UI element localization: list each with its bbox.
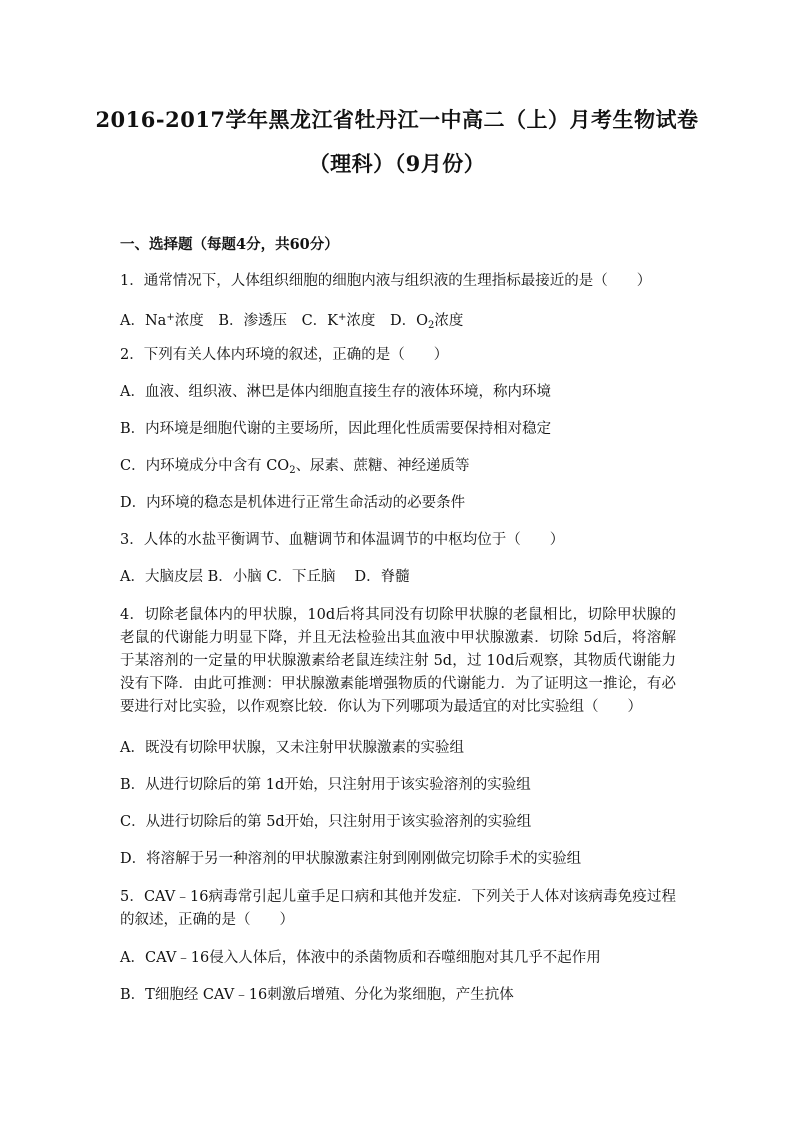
question-2-option-b: B．内环境是细胞代谢的主要场所，因此理化性质需要保持相对稳定	[120, 421, 552, 437]
question-5-option-a: A．CAV﹣16侵入人体后，体液中的杀菌物质和吞噬细胞对其几乎不起作用	[120, 950, 601, 966]
question-5-option-b: B．T细胞经 CAV﹣16刺激后增殖、分化为浆细胞，产生抗体	[120, 987, 514, 1003]
option-a: A．Na+浓度	[120, 312, 204, 329]
question-4-option-c: C．从进行切除后的第 5d开始，只注射用于该实验溶剂的实验组	[120, 814, 532, 830]
question-3-options: A．大脑皮层 B．小脑 C．下丘脑 D．脊髓	[120, 569, 410, 585]
question-4-option-b: B．从进行切除后的第 1d开始，只注射用于该实验溶剂的实验组	[120, 777, 531, 793]
question-5-stem: 5．CAV﹣16病毒常引起儿童手足口病和其他并发症．下列关于人体对该病毒免疫过程的叙述，正确的是（ ）	[120, 889, 676, 928]
question-4-option-d: D．将溶解于另一种溶剂的甲状腺激素注射到刚刚做完切除手术的实验组	[120, 851, 582, 867]
option-b: B．渗透压	[218, 313, 287, 329]
page-title: 2016-2017学年黑龙江省牡丹江一中高二（上）月考生物试卷	[95, 107, 699, 132]
question-1-stem: 1．通常情况下，人体组织细胞的细胞内液与组织液的生理指标最接近的是（ ）	[120, 273, 652, 289]
page-subtitle: （理科）（9月份）	[308, 151, 486, 176]
question-2-option-a: A．血液、组织液、淋巴是体内细胞直接生存的液体环境，称内环境	[120, 384, 551, 400]
question-2-option-c: C．内环境成分中含有 $CO_2$、尿素、蔗糖、神经递质等	[120, 458, 470, 476]
question-4-option-a: A．既没有切除甲状腺，又未注射甲状腺激素的实验组	[120, 740, 464, 756]
option-c: C．K+浓度	[301, 312, 376, 329]
question-4-stem: 4．切除老鼠体内的甲状腺，10d后将其同没有切除甲状腺的老鼠相比，切除甲状腺的老鼠的代谢能力明显下降，并且无法检验出其血液中甲状腺激素．切除 5d后，将溶解于某溶剂的一定量的甲状腺激素给老鼠连续注射 5d，过 10d后观察，其物质代谢能力没有下降．由此可推测：甲状腺激素能增强物质的代谢能力．为了证明这一推论，有必要进行对比实验，以作观察比较．你认为下列哪项为最适宜的对比实验组（ ）	[120, 607, 676, 715]
question-3-stem: 3．人体的水盐平衡调节、血糖调节和体温调节的中枢均位于（ ）	[120, 532, 565, 548]
section-heading: 一、选择题（每题4分，共60分）	[120, 236, 339, 253]
question-2-stem: 2．下列有关人体内环境的叙述，正确的是（ ）	[120, 347, 449, 363]
question-2-option-d: D．内环境的稳态是机体进行正常生命活动的必要条件	[120, 495, 466, 511]
option-d: D．$O_2$浓度	[390, 313, 464, 331]
question-1-options	[120, 308, 680, 336]
